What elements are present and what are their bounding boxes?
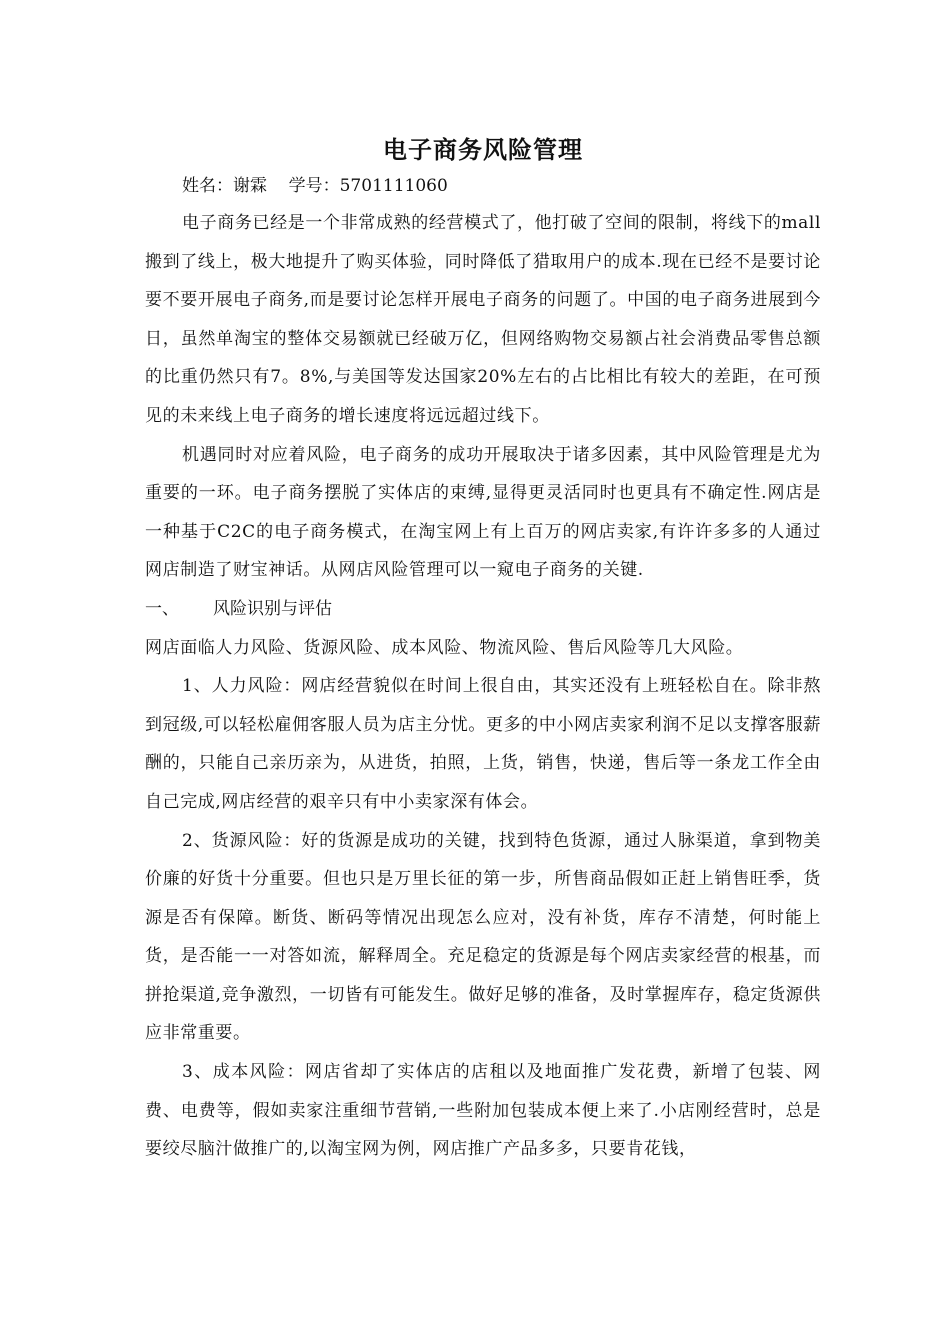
risk-item-human: 1、人力风险：网店经营貌似在时间上很自由，其实还没有上班轻松自在。除非熬到冠级,可以轻松雇佣客服人员为店主分忧。更多的中小网店卖家利润不足以支撑客服薪酬的，只能自己亲历亲为，从进货，拍照，上货，销售，快递，售后等一条龙工作全由自己完成,网店经营的艰辛只有中小卖家深有体会。 <box>145 676 821 812</box>
document-title: 电子商务风险管理 <box>383 136 583 164</box>
paragraph-intro: 电子商务已经是一个非常成熟的经营模式了，他打破了空间的限制，将线下的mall搬到了线上，极大地提升了购买体验，同时降低了猎取用户的成本.现在已经不是要讨论要不要开展电子商务,而是要讨论怎样开展电子商务的问题了。中国的电子商务进展到今日，虽然单淘宝的整体交易额就已经破万亿，但网络购物交易额占社会消费品零售总额的比重仍然只有7。8%,与美国等发达国家20%左右的占比相比有较大的差距，在可预见的未来线上电子商务的增长速度将远远超过线下。 <box>145 213 821 426</box>
paragraph-risk-overview: 机遇同时对应着风险，电子商务的成功开展取决于诸多因素，其中风险管理是尤为重要的一环。电子商务摆脱了实体店的束缚,显得更灵活同时也更具有不确定性.网店是一种基于C2C的电子商务模式，在淘宝网上有上百万的网店卖家,有许许多多的人通过网店制造了财宝神话。从网店风险管理可以一窥电子商务的关键. <box>145 444 821 581</box>
section-heading <box>145 590 821 629</box>
risk-item-supply: 2、货源风险：好的货源是成功的关键，找到特色货源，通过人脉渠道，拿到物美价廉的好货十分重要。但也只是万里长征的第一步，所售商品假如正赶上销售旺季，货源是否有保障。断货、断码等情况出现怎么应对，没有补货，库存不清楚，何时能上货，是否能一一对答如流，解释周全。充足稳定的货源是每个网店卖家经营的根基，而拼抢渠道,竞争激烈，一切皆有可能发生。做好足够的准备，及时掌握库存，稳定货源供应非常重要。 <box>145 830 821 1044</box>
section-title: 风险识别与评估 <box>213 598 332 619</box>
document-body <box>145 132 821 1169</box>
author-line: 姓名：谢霖 学号：5701111060 <box>182 176 448 196</box>
section-intro: 网店面临人力风险、货源风险、成本风险、物流风险、售后风险等几大风险。 <box>145 637 744 658</box>
section-number: 一、 <box>145 598 179 619</box>
risk-item-cost: 3、成本风险：网店省却了实体店的店租以及地面推广发花费，新增了包装、网费、电费等，假如卖家注重细节营销,一些附加包装成本便上来了.小店刚经营时，总是要绞尽脑汁做推广的,以淘宝网为例，网店推广产品多多，只要肯花钱， <box>145 1062 821 1160</box>
